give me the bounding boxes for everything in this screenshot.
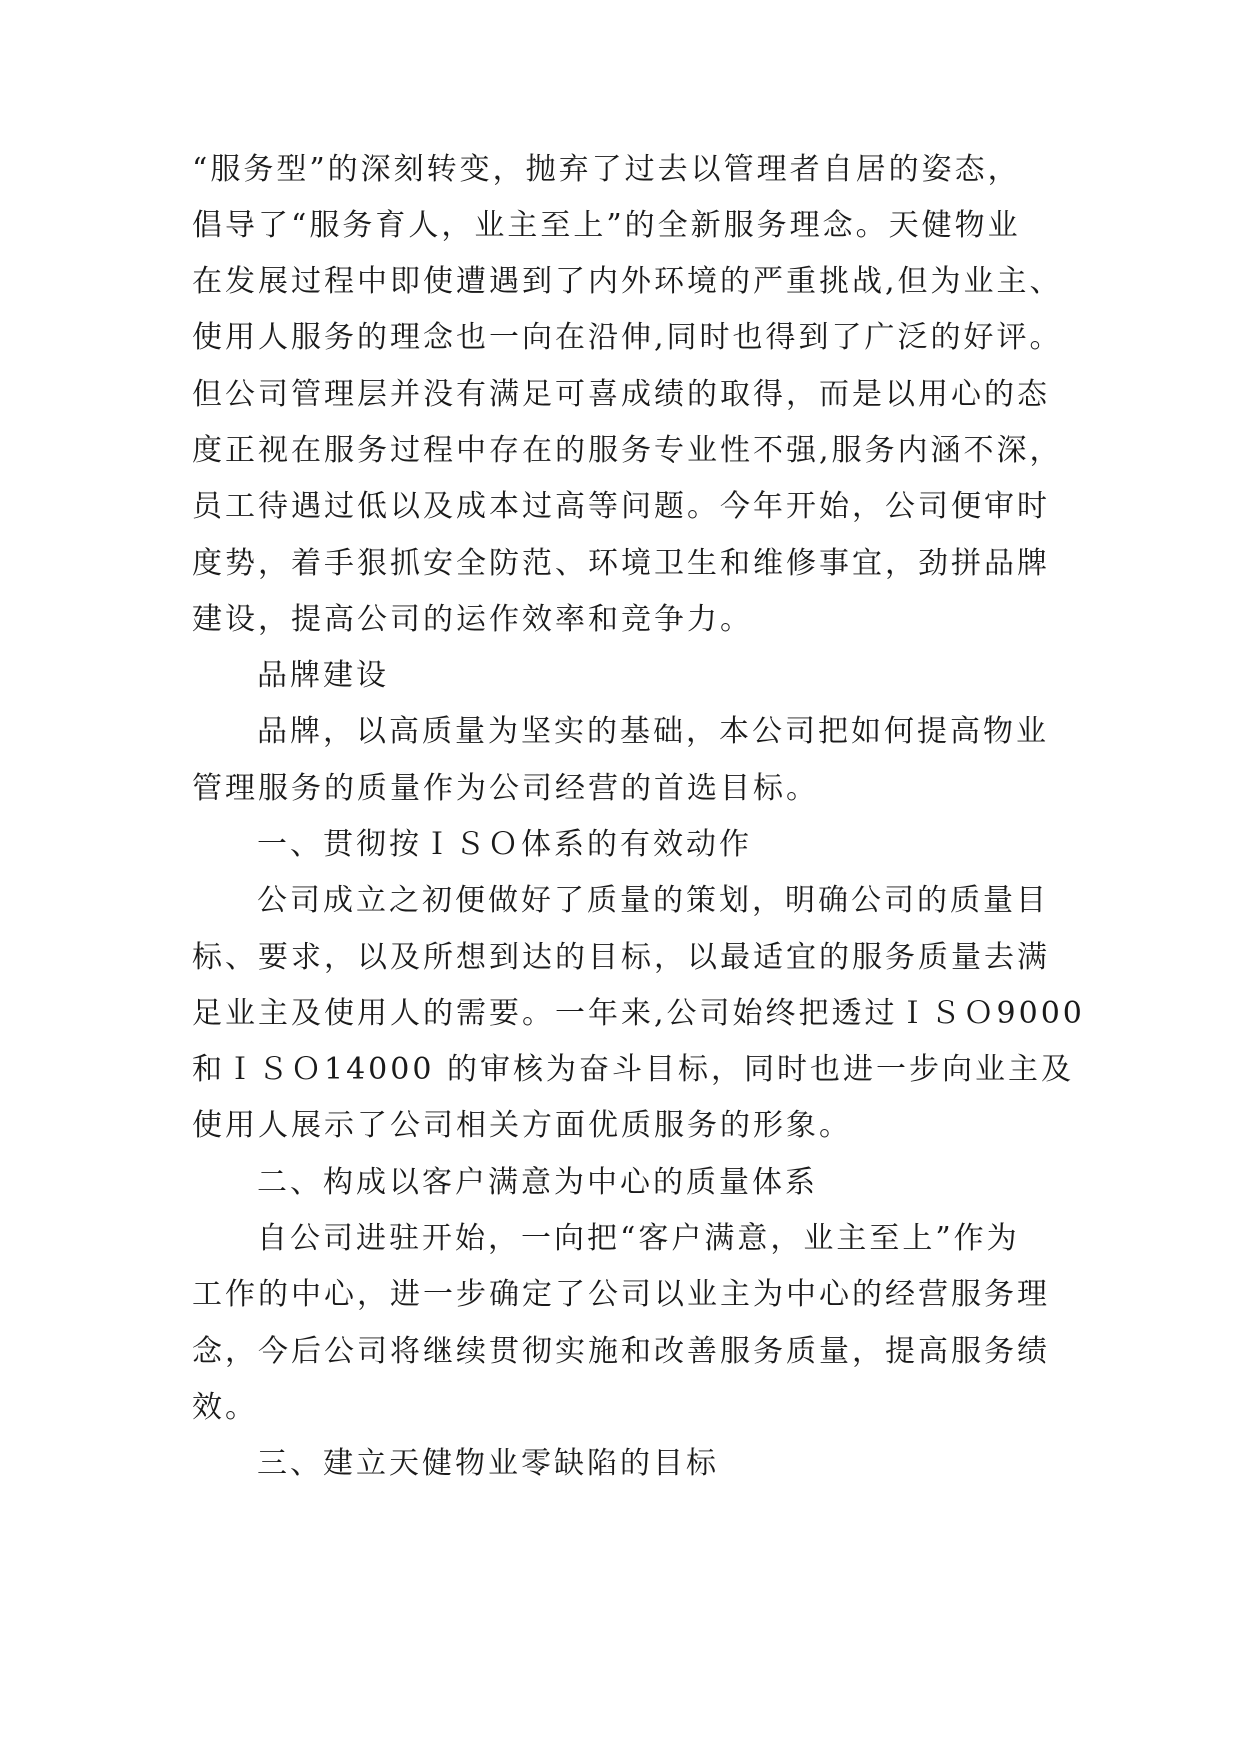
paragraph-line: 使用人服务的理念也一向在沿伸,同时也得到了广泛的好评。 (192, 320, 1063, 355)
paragraph-line: 念，今后公司将继续贯彻实施和改善服务质量，提高服务绩 (192, 1334, 1050, 1369)
paragraph-line: 工作的中心，进一步确定了公司以业主为中心的经营服务理 (192, 1277, 1050, 1312)
paragraph-line: 足业主及使用人的需要。一年来,公司始终把透过ＩＳＯ9000 (192, 996, 1085, 1031)
paragraph-line: 和ＩＳＯ14000 的审核为奋斗目标，同时也进一步向业主及 (192, 1052, 1074, 1087)
paragraph-line: 品牌，以高质量为坚实的基础，本公司把如何提高物业 (257, 714, 1049, 749)
subsection-heading: 三、建立天健物业零缺陷的目标 (257, 1446, 719, 1481)
paragraph-line: 管理服务的质量作为公司经营的首选目标。 (192, 771, 819, 806)
paragraph-line: “服务型”的深刻转变，抛弃了过去以管理者自居的姿态， (192, 152, 1021, 187)
paragraph-line: 自公司进驻开始，一向把“客户满意，业主至上”作为 (257, 1221, 1020, 1256)
subsection-heading: 二、构成以客户满意为中心的质量体系 (257, 1165, 818, 1200)
paragraph-line: 建设，提高公司的运作效率和竞争力。 (192, 602, 753, 637)
subsection-heading: 一、贯彻按ＩＳＯ体系的有效动作 (257, 827, 752, 862)
paragraph-line: 公司成立之初便做好了质量的策划，明确公司的质量目 (257, 883, 1049, 918)
paragraph-line: 员工待遇过低以及成本过高等问题。今年开始，公司便审时 (192, 489, 1050, 524)
paragraph-line: 在发展过程中即使遭遇到了内外环境的严重挑战,但为业主、 (192, 264, 1063, 299)
paragraph-line: 效。 (192, 1390, 258, 1425)
paragraph-line: 度势，着手狠抓安全防范、环境卫生和维修事宜，劲拼品牌 (192, 546, 1050, 581)
section-heading: 品牌建设 (257, 658, 389, 693)
paragraph-line: 但公司管理层并没有满足可喜成绩的取得，而是以用心的态 (192, 377, 1050, 412)
paragraph-line: 度正视在服务过程中存在的服务专业性不强,服务内涵不深， (192, 433, 1063, 468)
paragraph-line: 倡导了“服务育人，业主至上”的全新服务理念。天健物业 (192, 208, 1021, 243)
paragraph-line: 使用人展示了公司相关方面优质服务的形象。 (192, 1108, 852, 1143)
paragraph-line: 标、要求，以及所想到达的目标，以最适宜的服务质量去满 (192, 940, 1050, 975)
